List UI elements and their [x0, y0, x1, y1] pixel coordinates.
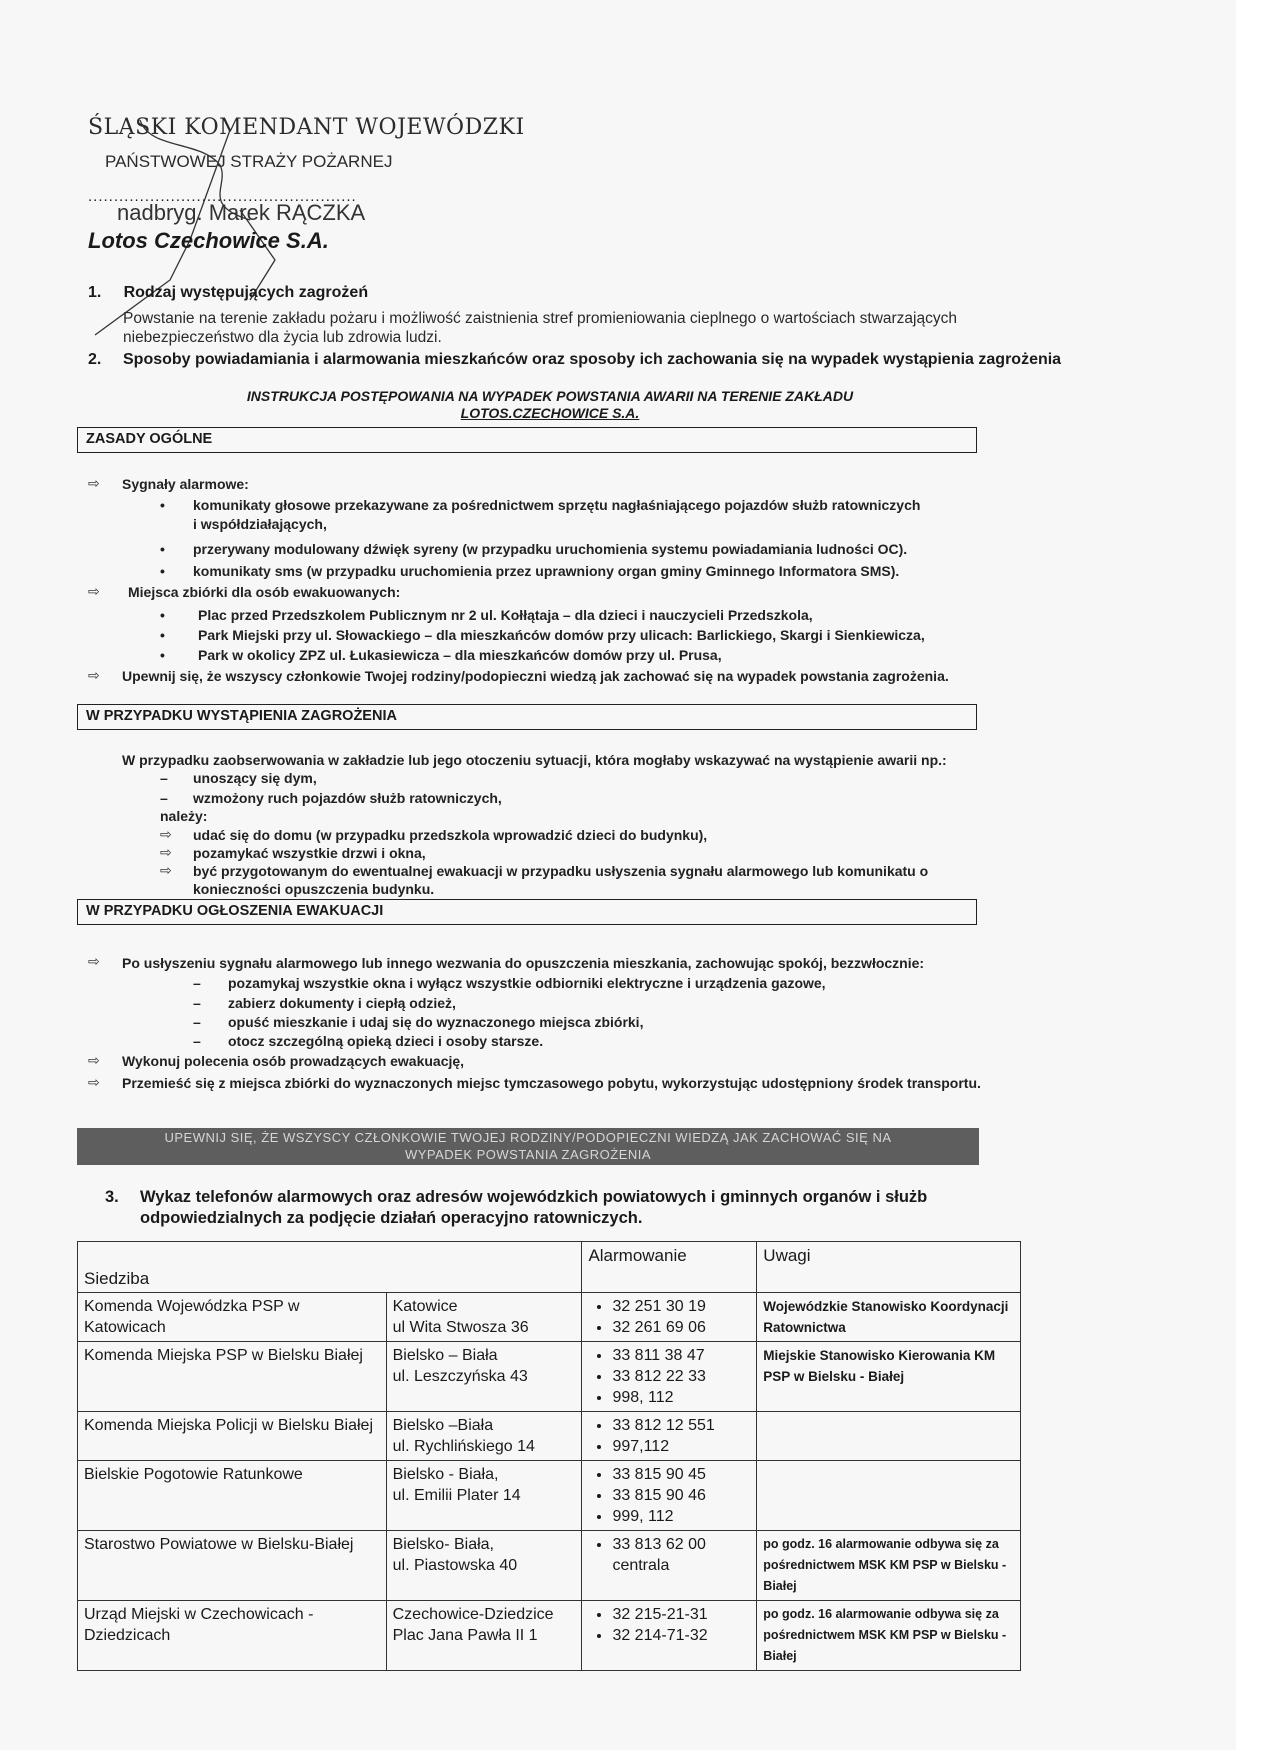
- section-3-title: Wykaz telefonów alarmowych oraz adresów wojewódzkich powiatowych i gminnych organów i służb odpowiedzialnych za podjęcie działań operacyjno ratowniczych.: [140, 1188, 928, 1227]
- row-phones: • 33 813 62 00 centrala: [582, 1531, 757, 1601]
- row-note: po godz. 16 alarmowanie odbywa się za pośrednictwem MSK KM PSP w Bielsku - Białej: [757, 1531, 1021, 1601]
- instruction-line2: LOTOS.CZECHOWICE S.A.: [460, 405, 640, 421]
- threat-intro: W przypadku zaobserwowania w zakładzie lub jego otoczeniu sytuacji, która mogłaby wskazywać na wystąpienie awarii np.:: [122, 752, 947, 768]
- row-note: Miejskie Stanowisko Kierowania KM PSP w Bielsku - Białej: [757, 1342, 1021, 1412]
- gathering-item: Park w okolicy ZPZ ul. Łukasiewicza – dla mieszkańców domów przy ul. Prusa,: [198, 647, 722, 663]
- evac-step: opuść mieszkanie i udaj się do wyznaczonego miejsca zbiórki,: [228, 1014, 644, 1030]
- table-row: [78, 1412, 1021, 1461]
- company-name: Lotos Czechowice S.A.: [88, 228, 329, 253]
- instruction-title: [150, 388, 950, 422]
- section-2-heading: [88, 350, 1088, 369]
- evac-step: otocz szczególną opieką dzieci i osoby starsze.: [228, 1033, 544, 1049]
- signal-item: przerywany modulowany dźwięk syreny (w przypadku uruchomienia systemu powiadamiania ludności OC).: [193, 541, 908, 557]
- section-2-number: 2.: [88, 351, 102, 368]
- row-address: Czechowice-Dziedzice Plac Jana Pawła II 1: [386, 1601, 582, 1671]
- row-name: Bielskie Pogotowie Ratunkowe: [78, 1461, 387, 1531]
- header-seat: Siedziba: [78, 1242, 582, 1293]
- table-row: [78, 1531, 1021, 1601]
- gathering-item: Park Miejski przy ul. Słowackiego – dla mieszkańców domów przy ulicach: Barlickiego, Skargi i Sienkiewicza,: [198, 627, 925, 643]
- gathering-title: Miejsca zbiórki dla osób ewakuowanych:: [128, 584, 401, 600]
- section-3-heading: [105, 1187, 1005, 1229]
- row-phones: • 33 812 12 551 • 997,112: [582, 1412, 757, 1461]
- signature-dots: ....................................................: [88, 188, 357, 205]
- row-phones: • 32 215-21-31 • 32 214-71-32: [582, 1601, 757, 1671]
- row-name: Komenda Wojewódzka PSP w Katowicach: [78, 1293, 387, 1342]
- section-3-number: 3.: [105, 1188, 119, 1206]
- signal-item-cont: i współdziałających,: [193, 516, 327, 532]
- row-address: Bielsko – Biała ul. Leszczyńska 43: [386, 1342, 582, 1412]
- arrow-icon: ⇨: [160, 844, 172, 860]
- row-note: [757, 1412, 1021, 1461]
- signal-item: komunikaty sms (w przypadku uruchomienia przez uprawniony organ gminy Gminnego Informatora SMS).: [193, 563, 900, 579]
- threat-box: [77, 704, 977, 730]
- stamp-line1: ŚLĄSKI KOMENDANT WOJEWÓDZKI: [88, 115, 525, 140]
- row-note: po godz. 16 alarmowanie odbywa się za pośrednictwem MSK KM PSP w Bielsku - Białej: [757, 1601, 1021, 1671]
- scan-edge: [1236, 0, 1275, 1750]
- stamp-line2: PAŃSTWOWEJ STRAŻY POŻARNEJ: [105, 152, 393, 171]
- evac-step: pozamykaj wszystkie okna i wyłącz wszystkie odbiorniki elektryczne i urządzenia gazowe,: [228, 975, 826, 991]
- instruction-line1: INSTRUKCJA POSTĘPOWANIA NA WYPADEK POWSTANIA AWARII NA TERENIE ZAKŁADU: [246, 388, 854, 404]
- row-name: Komenda Miejska PSP w Bielsku Białej: [78, 1342, 387, 1412]
- section-1-title: Rodzaj występujących zagrożeń: [123, 284, 369, 301]
- banner-line1: UPEWNIJ SIĘ, ŻE WSZYSCY CZŁONKOWIE TWOJEJ RODZINY/PODOPIECZNI WIEDZĄ JAK ZACHOWAĆ SIĘ NA: [164, 1130, 892, 1145]
- arrow-icon: ⇨: [88, 667, 100, 683]
- signal-item: komunikaty głosowe przekazywane za pośrednictwem sprzętu nagłaśniającego pojazdów służb ratowniczych: [193, 497, 921, 513]
- arrow-icon: ⇨: [88, 1052, 100, 1068]
- general-rules-label: ZASADY OGÓLNE: [86, 431, 213, 447]
- section-1-number: 1.: [88, 284, 102, 301]
- section-2-title: Sposoby powiadamiania i alarmowania mieszkańców oraz sposoby ich zachowania się na wypadek wystąpienia zagrożenia: [123, 351, 1062, 368]
- table-row: [78, 1601, 1021, 1671]
- row-address: Katowice ul Wita Stwosza 36: [386, 1293, 582, 1342]
- row-address: Bielsko –Biała ul. Rychlińskiego 14: [386, 1412, 582, 1461]
- stamp-line3: nadbryg. Marek RĄCZKA: [117, 200, 366, 225]
- evac-follow: Wykonuj polecenia osób prowadzących ewakuację,: [122, 1053, 465, 1069]
- signals-title: Sygnały alarmowe:: [122, 476, 249, 492]
- contacts-table: [77, 1241, 1021, 1671]
- signature-scribble: [80, 110, 310, 340]
- general-rules-box: [77, 427, 977, 453]
- should-label: należy:: [160, 808, 208, 824]
- row-address: Bielsko- Biała, ul. Piastowska 40: [386, 1531, 582, 1601]
- arrow-icon: ⇨: [88, 1074, 100, 1090]
- arrow-icon: ⇨: [88, 583, 100, 599]
- arrow-icon: ⇨: [160, 862, 172, 878]
- threat-action: być przygotowanym do ewentualnej ewakuacji w przypadku usłyszenia sygnału alarmowego lub komunikatu o: [193, 863, 929, 879]
- row-phones: • 32 251 30 19 • 32 261 69 06: [582, 1293, 757, 1342]
- threat-action: udać się do domu (w przypadku przedszkola wprowadzić dzieci do budynku),: [193, 827, 708, 843]
- header-alarm: Alarmowanie: [582, 1242, 757, 1293]
- section-1-text: Powstanie na terenie zakładu pożaru i możliwość zaistnienia stref promieniowania cieplnego o wartościach stwarzających niebezpieczeństwo dla życia lub zdrowia ludzi.: [123, 310, 957, 346]
- evacuation-box: [77, 899, 977, 925]
- threat-example: unoszący się dym,: [193, 770, 317, 786]
- ensure-text: Upewnij się, że wszyscy członkowie Twojej rodziny/podopieczni wiedzą jak zachować się na wypadek powstania zagrożenia.: [122, 668, 949, 684]
- threat-example: wzmożony ruch pojazdów służb ratowniczych,: [193, 790, 502, 806]
- row-phones: • 33 811 38 47 • 33 812 22 33 • 998, 112: [582, 1342, 757, 1412]
- section-1-heading: [88, 284, 368, 302]
- gathering-item: Plac przed Przedszkolem Publicznym nr 2 ul. Kołłątaja – dla dzieci i nauczycieli Przedszkola,: [198, 607, 813, 623]
- arrow-icon: ⇨: [160, 826, 172, 842]
- row-note: [757, 1461, 1021, 1531]
- row-name: Urząd Miejski w Czechowicach - Dziedzicach: [78, 1601, 387, 1671]
- row-address: Bielsko - Biała, ul. Emilii Plater 14: [386, 1461, 582, 1531]
- evac-step: zabierz dokumenty i ciepłą odzież,: [228, 995, 456, 1011]
- arrow-icon: ⇨: [88, 953, 100, 969]
- evacuation-label: W PRZYPADKU OGŁOSZENIA EWAKUACJI: [86, 903, 384, 919]
- table-row: [78, 1461, 1021, 1531]
- row-name: Komenda Miejska Policji w Bielsku Białej: [78, 1412, 387, 1461]
- threat-action: pozamykać wszystkie drzwi i okna,: [193, 845, 426, 861]
- banner-line2: WYPADEK POWSTANIA ZAGROŻENIA: [404, 1147, 652, 1162]
- table-row: [78, 1342, 1021, 1412]
- threat-action-cont: konieczności opuszczenia budynku.: [193, 881, 435, 897]
- evac-intro: Po usłyszeniu sygnału alarmowego lub innego wezwania do opuszczenia mieszkania, zachowując spokój, bezzwłocznie:: [122, 955, 925, 971]
- arrow-icon: ⇨: [88, 475, 100, 491]
- table-header-row: [78, 1242, 1021, 1293]
- threat-label: W PRZYPADKU WYSTĄPIENIA ZAGROŻENIA: [86, 708, 397, 724]
- row-phones: • 33 815 90 45 • 33 815 90 46 • 999, 112: [582, 1461, 757, 1531]
- warning-banner: [77, 1128, 979, 1165]
- row-note: Wojewódzkie Stanowisko Koordynacji Ratownictwa: [757, 1293, 1021, 1342]
- header-notes: Uwagi: [757, 1242, 1021, 1293]
- row-name: Starostwo Powiatowe w Bielsku-Białej: [78, 1531, 387, 1601]
- table-row: [78, 1293, 1021, 1342]
- evac-move: Przemieść się z miejsca zbiórki do wyznaczonych miejsc tymczasowego pobytu, wykorzystując udostępniony środek transportu.: [122, 1075, 981, 1091]
